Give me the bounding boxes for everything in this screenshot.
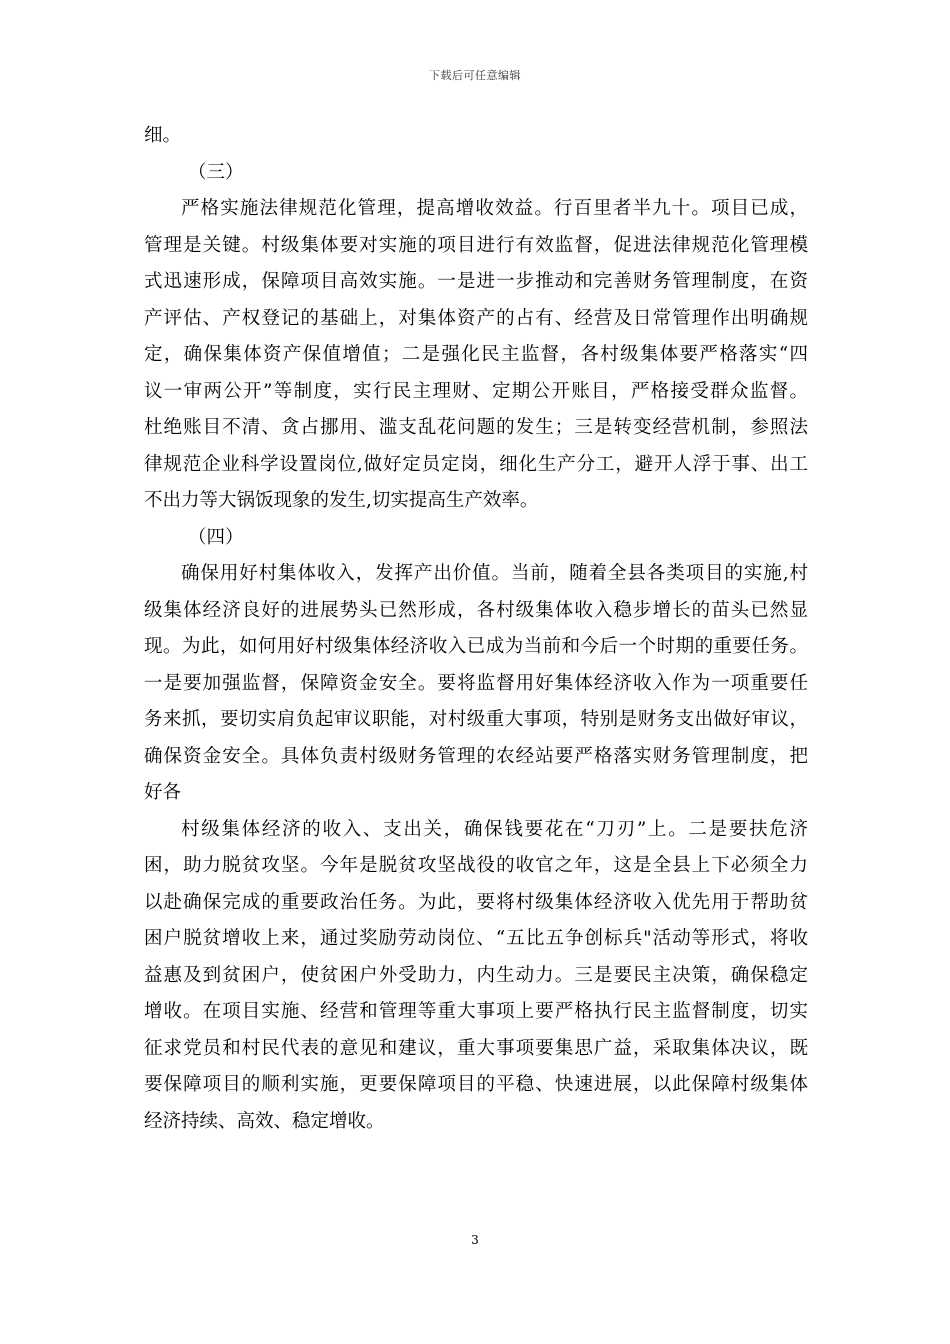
text-line: 式迅速形成，保障项目高效实施。一是进一步推动和完善财务管理制度，在资 xyxy=(144,271,808,292)
text-line: 严格实施法律规范化管理，提高增收效益。行百里者半九十。项目已成， xyxy=(181,198,808,219)
text-line: 征求党员和村民代表的意见和建议，重大事项要集思广益，采取集体决议，既 xyxy=(144,1037,808,1059)
text-line: 确保用好村集体收入，发挥产出价值。当前，随着全县各类项目的实施,村 xyxy=(181,563,808,584)
text-line: 增收。在项目实施、经营和管理等重大事项上要严格执行民主监督制度，切实 xyxy=(144,1001,808,1022)
text-line: 确保资金安全。具体负责村级财务管理的农经站要严格落实财务管理制度，把 xyxy=(144,745,808,767)
text-line: 不出力等大锅饭现象的发生,切实提高生产效率。 xyxy=(144,490,539,511)
text-line: 级集体经济良好的进展势头已然形成，各村级集体收入稳步增长的苗头已然显 xyxy=(144,599,808,621)
text-line: 益惠及到贫困户，使贫困户外受助力，内生动力。三是要民主决策，确保稳定 xyxy=(144,964,808,986)
text-line: 现。为此，如何用好村级集体经济收入已成为当前和今后一个时期的重要任务。 xyxy=(144,636,808,657)
text-line: 杜绝账目不清、贪占挪用、滥支乱花问题的发生；三是转变经营机制，参照法 xyxy=(144,417,808,438)
text-line: 定，确保集体资产保值增值；二是强化民主监督，各村级集体要严格落实“四 xyxy=(144,344,808,365)
text-line: 议一审两公开”等制度，实行民主理财、定期公开账目，严格接受群众监督。 xyxy=(144,380,808,402)
text-line: 村级集体经济的收入、支出关，确保钱要花在“刀刃”上。二是要扶危济 xyxy=(181,818,808,840)
text-line: 好各 xyxy=(144,782,182,803)
text-line: 管理是关键。村级集体要对实施的项目进行有效监督，促进法律规范化管理模 xyxy=(144,234,808,256)
page-header: 下载后可任意编辑 xyxy=(429,69,521,82)
section-heading-3: （三） xyxy=(188,161,244,183)
text-line: 细。 xyxy=(144,125,182,146)
text-line: 以赴确保完成的重要政治任务。为此，要将村级集体经济收入优先用于帮助贫 xyxy=(144,891,808,913)
text-line: 经济持续、高效、稳定增收。 xyxy=(144,1110,385,1132)
text-line: 困户脱贫增收上来，通过奖励劳动岗位、“五比五争创标兵"活动等形式，将收 xyxy=(144,928,808,949)
body-text xyxy=(144,118,808,1140)
section-heading-4: （四） xyxy=(188,526,244,548)
text-line: 一是要加强监督，保障资金安全。要将监督用好集体经济收入作为一项重要任 xyxy=(144,672,808,694)
text-line: 务来抓，要切实肩负起审议职能，对村级重大事项，特别是财务支出做好审议， xyxy=(144,709,808,730)
text-line: 律规范企业科学设置岗位,做好定员定岗，细化生产分工，避开人浮于事、出工 xyxy=(144,453,808,475)
page-number: 3 xyxy=(471,1233,479,1247)
text-line: 产评估、产权登记的基础上，对集体资产的占有、经营及日常管理作出明确规 xyxy=(144,307,808,329)
text-line: 要保障项目的顺利实施，更要保障项目的平稳、快速进展，以此保障村级集体 xyxy=(144,1074,808,1095)
text-line: 困，助力脱贫攻坚。今年是脱贫攻坚战役的收官之年，这是全县上下必须全力 xyxy=(144,855,808,876)
